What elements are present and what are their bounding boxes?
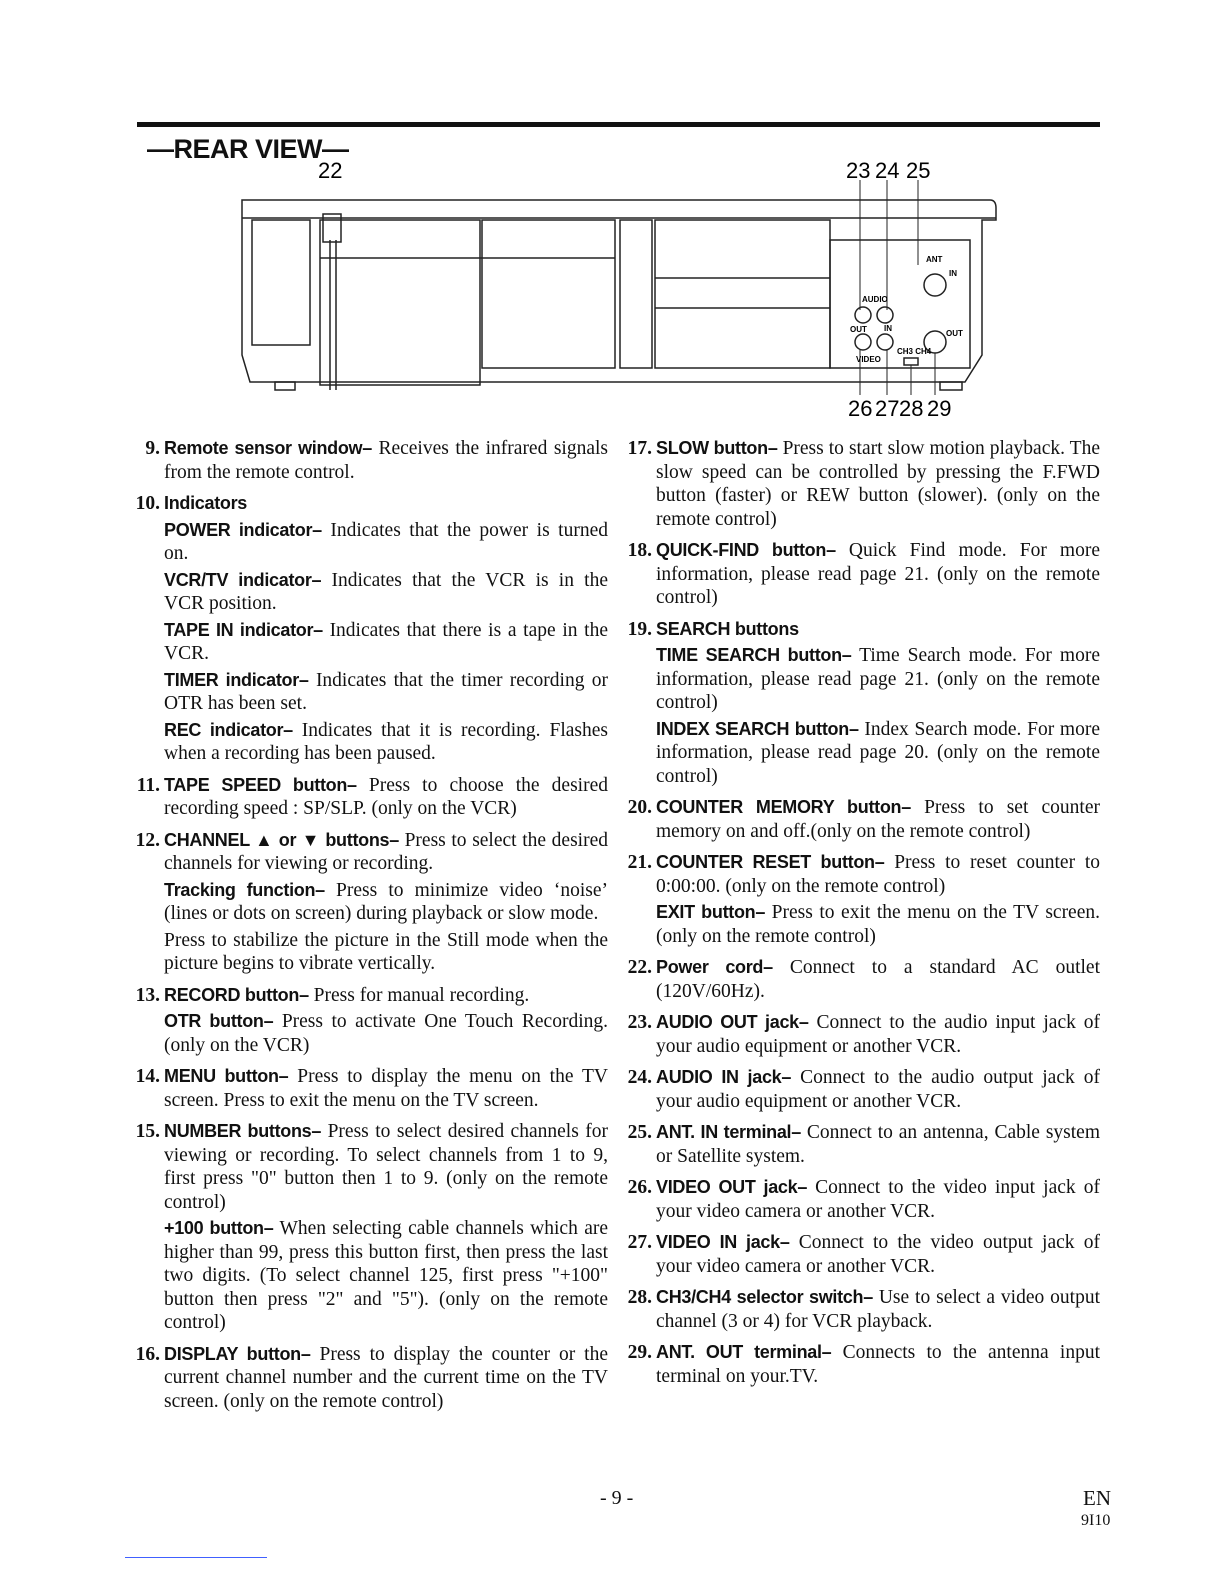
item-text: Indicates that it is recording. Flashes when a recording has been paused. [164, 719, 608, 764]
item-text: Press to display the menu on the TV screen. Press to exit the menu on the TV screen. [164, 1066, 608, 1111]
description-item [627, 1066, 1100, 1113]
section-title: —REAR VIEW— [147, 134, 349, 164]
item-text: Connect to a standard AC outlet (120V/60Hz). [656, 957, 1100, 1002]
description-item [627, 539, 1100, 610]
item-title: MENU button– [164, 1066, 289, 1086]
item-number: 25. [627, 1122, 652, 1143]
description-item [627, 1011, 1100, 1058]
video-label: VIDEO [856, 355, 881, 364]
description-item [164, 569, 608, 616]
ant-out-label: OUT [946, 329, 963, 338]
item-number: 24. [627, 1067, 652, 1088]
document-code: 9I10 [1081, 1512, 1111, 1529]
item-title: +100 button– [164, 1218, 274, 1238]
item-number: 10. [135, 493, 160, 514]
description-item [135, 984, 608, 1008]
callout-26: 26 [848, 396, 873, 421]
callout-24: 24 [875, 158, 900, 183]
callout-27: 27 [875, 396, 900, 421]
item-title: QUICK-FIND button– [656, 540, 836, 560]
bottom-line [125, 1557, 267, 1558]
description-item [145, 437, 608, 484]
callout-28: 28 [899, 396, 924, 421]
in-label: IN [884, 324, 892, 333]
language-code: EN [1083, 1486, 1111, 1510]
item-title: TAPE IN indicator– [164, 619, 323, 640]
description-item [627, 437, 1100, 531]
item-number: 26. [627, 1177, 652, 1198]
item-title: TIMER indicator– [164, 669, 309, 690]
item-text: Indicates that the timer recording or OTR has been set. [164, 669, 608, 714]
item-text: Quick Find mode. For more information, please read page 21. (only on the remote control) [656, 540, 1100, 608]
description-item [164, 929, 608, 976]
description-item [656, 901, 1100, 948]
item-text: Press to start slow motion playback. The slow speed can be controlled by pressing the F.FWD button (faster) or REW button (slower). (only on the remote control) [656, 438, 1100, 530]
item-title: Tracking function– [164, 879, 325, 900]
description-item [164, 669, 608, 716]
description-item [627, 1176, 1100, 1223]
ant-label: ANT [926, 255, 943, 264]
item-text: Receives the infrared signals from the remote control. [164, 438, 608, 483]
item-title: NUMBER buttons– [164, 1121, 322, 1141]
item-text: Connect to the audio input jack of your audio equipment or another VCR. [656, 1012, 1100, 1057]
item-text: Connects to the antenna input terminal on your.TV. [656, 1342, 1100, 1387]
audio-label: AUDIO [862, 295, 888, 304]
item-text: Connect to an antenna, Cable system or Satellite system. [656, 1122, 1101, 1167]
item-title: RECORD button– [164, 984, 309, 1005]
item-text: Press to select the desired channels for viewing or recording. [164, 829, 608, 874]
ch-selector-label: CH3 CH4 [897, 347, 932, 356]
description-item [627, 956, 1100, 1003]
ant-in-label: IN [949, 269, 957, 278]
description-item [164, 619, 608, 666]
item-text: Press to stabilize the picture in the Still mode when the picture begins to vibrate vertically. [164, 929, 608, 974]
item-text: Indicates that the power is turned on. [164, 519, 608, 564]
right-column [627, 437, 1101, 1388]
description-item [627, 796, 1100, 843]
item-number: 13. [135, 984, 160, 1006]
description-item [164, 1217, 608, 1335]
vcr-rear-view-diagram [230, 150, 1010, 425]
item-text: Press to reset counter to 0:00:00. (only on the remote control) [656, 852, 1100, 897]
description-item [135, 492, 608, 516]
callout-25: 25 [906, 158, 931, 183]
out-label: OUT [850, 325, 867, 334]
description-item [627, 1286, 1100, 1333]
item-title: INDEX SEARCH button– [656, 718, 859, 739]
description-item [135, 1343, 609, 1414]
item-number: 9. [145, 438, 160, 459]
item-text: Connect to the audio output jack of your audio equipment or another VCR. [656, 1067, 1100, 1112]
item-number: 18. [627, 540, 652, 561]
item-title: Indicators [164, 493, 248, 513]
item-title: TAPE SPEED button– [164, 774, 357, 795]
item-number: 28. [627, 1287, 652, 1308]
item-number: 23. [627, 1012, 652, 1033]
description-item [164, 879, 608, 926]
item-text: Connect to the video input jack of your video camera or another VCR. [656, 1177, 1100, 1222]
description-item [656, 644, 1100, 715]
callout-22: 22 [318, 158, 343, 183]
item-number: 29. [627, 1342, 652, 1363]
item-number: 19. [627, 618, 652, 640]
item-text: Press to minimize video ‘noise’ (lines or dots on screen) during playback or slow mode. [164, 879, 609, 924]
left-column [135, 437, 609, 1413]
item-text: Press to activate One Touch Recording. (only on the VCR) [164, 1011, 608, 1056]
description-item [164, 519, 608, 566]
item-title: DISPLAY button– [164, 1343, 311, 1364]
item-number: 12. [135, 829, 160, 851]
item-number: 16. [135, 1343, 160, 1365]
item-title: COUNTER MEMORY button– [656, 797, 911, 817]
item-title: SLOW button– [656, 438, 778, 458]
callout-23: 23 [846, 158, 871, 183]
item-text: Time Search mode. For more information, please read page 21. (only on the remote control) [656, 645, 1100, 713]
item-text: Press for manual recording. [308, 984, 530, 1006]
item-title: OTR button– [164, 1011, 274, 1031]
description-item [135, 1120, 608, 1214]
item-title: ANT. OUT terminal– [656, 1342, 832, 1362]
callout-29: 29 [927, 396, 952, 421]
item-text: Press to select desired channels for viewing or recording. To select channels from 1 to 9, first press "0" button then 1 to 9. (only on the remote control) [164, 1121, 608, 1213]
description-item [627, 1231, 1100, 1278]
item-text: When selecting cable channels which are higher than 99, press this button first, then press the last two digits. (To select channel 125, first press "+100" button then press "2" and "5"). (only on the remote control) [164, 1218, 609, 1333]
item-title: VCR/TV indicator– [164, 569, 322, 590]
item-number: 22. [627, 957, 652, 978]
description-item [164, 1010, 608, 1057]
description-item [164, 719, 608, 766]
top-rule [137, 122, 1100, 127]
item-title: Power cord– [656, 957, 773, 977]
item-text: Indicates that the VCR is in the VCR position. [164, 569, 608, 614]
page-number: - 9 - [600, 1487, 634, 1509]
item-title: VIDEO IN jack– [656, 1232, 790, 1252]
item-number: 11. [136, 774, 160, 796]
item-title: VIDEO OUT jack– [656, 1177, 808, 1197]
description-item [135, 829, 608, 876]
item-text: Indicates that there is a tape in the VCR. [164, 619, 608, 664]
item-text: Press to choose the desired recording speed : SP/SLP. (only on the VCR) [164, 774, 608, 819]
description-item [627, 1341, 1100, 1388]
item-text: Connect to the video output jack of your video camera or another VCR. [656, 1232, 1100, 1277]
description-item [627, 1121, 1101, 1168]
item-text: Press to set counter memory on and off.(only on the remote control) [656, 797, 1100, 842]
item-title: Remote sensor window– [164, 438, 372, 458]
item-number: 21. [627, 852, 652, 873]
description-item [656, 718, 1100, 789]
description-item [627, 851, 1100, 898]
item-title: AUDIO IN jack– [656, 1067, 792, 1087]
item-text: Press to display the counter or the current channel number and the current time on the TV screen. (only on the remote control) [164, 1343, 609, 1412]
item-number: 15. [135, 1121, 160, 1142]
item-number: 20. [627, 797, 652, 818]
item-title: SEARCH buttons [656, 618, 799, 639]
item-title: ANT. IN terminal– [656, 1122, 801, 1142]
item-title: CH3/CH4 selector switch– [656, 1287, 873, 1307]
item-title: COUNTER RESET button– [656, 852, 885, 872]
item-number: 14. [135, 1066, 160, 1087]
description-item [136, 774, 608, 821]
item-text: Use to select a video output channel (3 or 4) for VCR playback. [656, 1287, 1100, 1332]
item-number: 27. [627, 1232, 652, 1253]
item-title: REC indicator– [164, 719, 293, 740]
item-title: POWER indicator– [164, 519, 322, 540]
item-number: 17. [627, 438, 652, 459]
description-item [135, 1065, 608, 1112]
item-title: TIME SEARCH button– [656, 645, 852, 665]
item-text: Press to exit the menu on the TV screen. (only on the remote control) [656, 902, 1100, 947]
item-title: CHANNEL ▲ or ▼ buttons– [164, 829, 399, 850]
item-title: AUDIO OUT jack– [656, 1012, 809, 1032]
item-title: EXIT button– [656, 902, 766, 922]
item-text: Index Search mode. For more information, please read page 20. (only on the remote control) [656, 718, 1100, 787]
description-item [627, 618, 1100, 642]
